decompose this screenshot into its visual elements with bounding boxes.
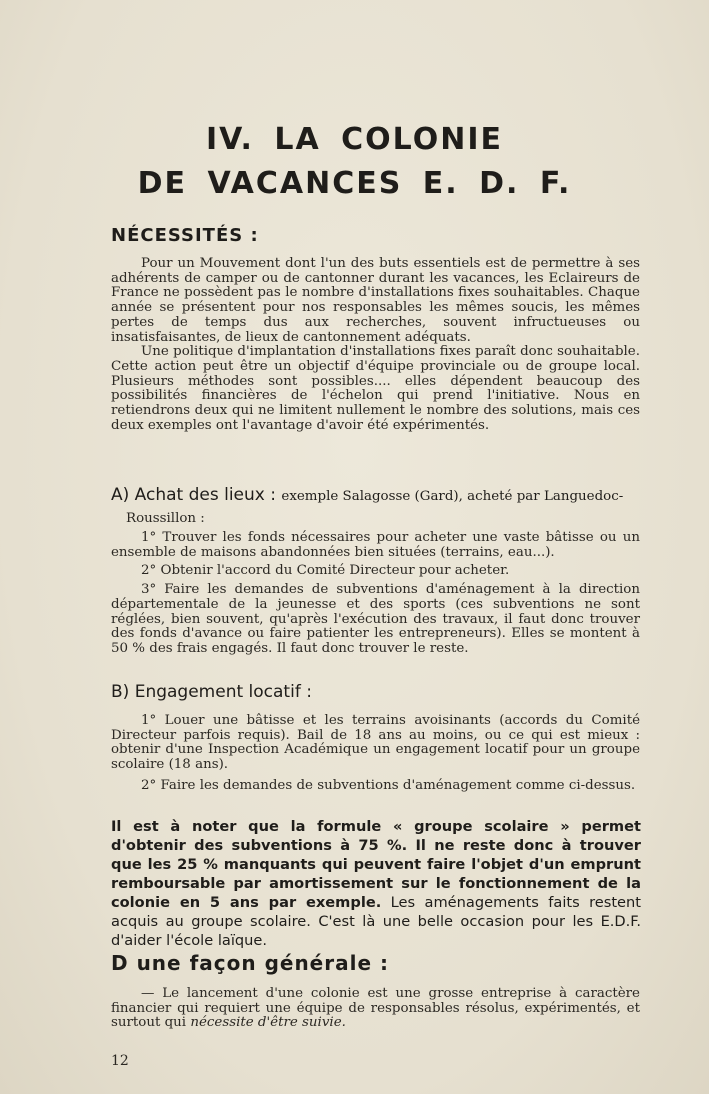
achat-item-3: 3° Faire les demandes de subventions d'aménagement à la direction départementale de la jeunesse et des sports (ces subventions ne sont réglées, bien souvent, qu'après l'exécution des travaux, il faut donc trouver des fonds d'avance ou faire patienter les entrepreneurs). Elles se montent à 50 % des frais engagés. Il faut donc trouver le reste. bbox=[111, 582, 640, 656]
necessites-text bbox=[111, 257, 640, 433]
heading-achat bbox=[111, 485, 623, 505]
engagement-item-2: 2° Faire les demandes de subventions d'aménagement comme ci-dessus. bbox=[141, 777, 636, 793]
achat-heading-rest: exemple Salagosse (Gard), acheté par Languedoc- bbox=[281, 489, 624, 504]
necessites-paragraph-1: Pour un Mouvement dont l'un des buts essentiels est de permettre à ses adhérents de camper ou de cantonner durant les vacances, les Eclaireurs de France ne possèdent pas le nombre d'installations fixes souhaitables. Chaque année se présentent pour nos responsables les mêmes soucis, les mêmes pertes de temps dus aux recherches, souvent infructueuses ou insatisfaisantes, de lieux de cantonnement adéquats. bbox=[111, 256, 640, 345]
necessites-paragraph-2: Une politique d'implantation d'installations fixes paraît donc souhaitable. Cette action peut être un objectif d'équipe provinciale ou de groupe local. Plusieurs méthodes sont possibles.... elles dépendent beaucoup des possibilités financières de l'échelon qui prend l'initiative. Nous en retiendrons deux qui ne limitent nullement le nombre des solutions, mais ces deux exemples ont l'avantage d'avoir été expérimentés. bbox=[111, 344, 640, 433]
heading-generale: D une façon générale : bbox=[111, 951, 389, 975]
engagement-note-bold: Il est à noter que la formule « groupe scolaire » permet d'obtenir des subventions à 75 %. Il ne reste donc à trouver que les 25 % manquants qui peuvent faire l'objet d'un emprunt remboursable par amortissement sur le fonctionnement de la colonie en 5 ans par exemple. bbox=[111, 818, 641, 911]
achat-text bbox=[111, 531, 640, 657]
engagement-note-normal: Les aménagements faits restent acquis au groupe scolaire. C'est là une belle occasion pour les E.D.F. d'aider l'école laïque. bbox=[111, 894, 642, 949]
title-line-2: DE VACANCES E. D. F. bbox=[137, 166, 572, 201]
engagement-text bbox=[111, 714, 640, 794]
achat-item-2: 2° Obtenir l'accord du Comité Directeur pour acheter. bbox=[141, 563, 510, 579]
achat-heading-continuation: Roussillon : bbox=[126, 511, 205, 526]
engagement-note bbox=[111, 817, 641, 950]
generale-paragraph bbox=[111, 987, 640, 1031]
engagement-item-1: 1° Louer une bâtisse et les terrains avoisinants (accords du Comité Directeur parfois requis). Bail de 18 ans au moins, ou ce qui est mieux : obtenir d'une Inspection Académique un engagement locatif pour un groupe scolaire (18 ans). bbox=[111, 713, 640, 773]
heading-necessites: NÉCESSITÉS : bbox=[111, 225, 259, 246]
generale-text bbox=[111, 987, 640, 1031]
heading-engagement: B) Engagement locatif : bbox=[111, 682, 312, 702]
title-line-1: IV. LA COLONIE bbox=[206, 122, 503, 157]
achat-heading-label: A) Achat des lieux : bbox=[111, 485, 276, 505]
generale-lead: — Le lancement d'une colonie est une grosse entreprise à caractère financier qui requiert une équipe de responsables résolus, expérimentés, et surtout qui bbox=[111, 986, 640, 1031]
page-number: 12 bbox=[111, 1053, 129, 1069]
achat-item-1: 1° Trouver les fonds nécessaires pour acheter une vaste bâtisse ou un ensemble de maisons abandonnées bien situées (terrains, eau...). bbox=[111, 530, 640, 560]
generale-italic: nécessite d'être suivie. bbox=[190, 1015, 346, 1031]
page-title bbox=[0, 118, 709, 206]
